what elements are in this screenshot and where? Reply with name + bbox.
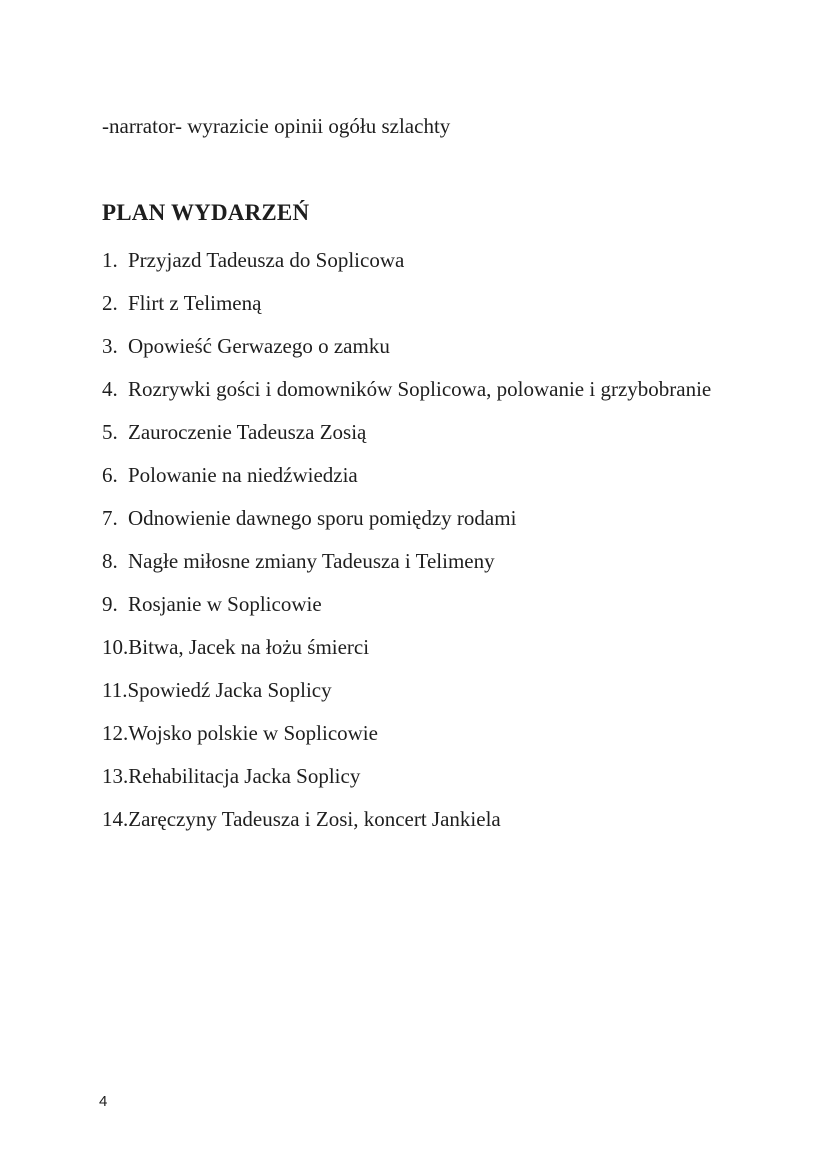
list-item [102,674,722,707]
item-number: 8. [102,549,118,573]
list-item [102,631,722,664]
item-number: 14. [102,807,129,831]
list-item [102,803,722,836]
item-text: Zaręczyny Tadeusza i Zosi, koncert Jankiela [128,807,501,831]
item-number: 9. [102,592,118,616]
item-number: 4. [102,377,118,401]
list-item [102,760,722,793]
item-text: Zauroczenie Tadeusza Zosią [128,420,367,444]
item-text: Rozrywki gości i domowników Soplicowa, polowanie i grzybobranie [128,377,712,401]
list-item [102,717,722,750]
list-item [102,416,722,449]
list-item [102,287,722,320]
item-number: 3. [102,334,118,358]
item-text: Przyjazd Tadeusza do Soplicowa [128,248,405,272]
intro-line: -narrator- wyrazicie opinii ogółu szlachty [102,114,451,138]
item-text: Opowieść Gerwazego o zamku [128,334,390,358]
page-number: 4 [99,1093,108,1110]
item-number: 1. [102,248,118,272]
list-item [102,330,722,363]
list-item [102,373,722,406]
item-text: Flirt z Telimeną [128,291,262,315]
item-text: Bitwa, Jacek na łożu śmierci [128,635,370,659]
item-text: Nagłe miłosne zmiany Tadeusza i Telimeny [128,549,495,573]
item-text: Odnowienie dawnego sporu pomiędzy rodami [128,506,517,530]
section-heading: PLAN WYDARZEŃ [102,200,310,225]
item-text: Rosjanie w Soplicowie [128,592,322,616]
list-item [102,545,722,578]
list-item [102,459,722,492]
item-number: 10. [102,635,129,659]
list-item [102,502,722,535]
list-item [102,588,722,621]
item-text: Polowanie na niedźwiedzia [128,463,358,487]
item-number: 13. [102,764,129,788]
item-text: Spowiedź Jacka Soplicy [127,678,332,702]
item-number: 7. [102,506,118,530]
item-text: Rehabilitacja Jacka Soplicy [128,764,361,788]
item-number: 12. [102,721,129,745]
list-item [102,244,722,277]
item-number: 5. [102,420,118,444]
item-text: Wojsko polskie w Soplicowie [128,721,378,745]
item-number: 2. [102,291,118,315]
plan-list [102,244,722,846]
item-number: 6. [102,463,118,487]
item-number: 11. [102,678,128,702]
